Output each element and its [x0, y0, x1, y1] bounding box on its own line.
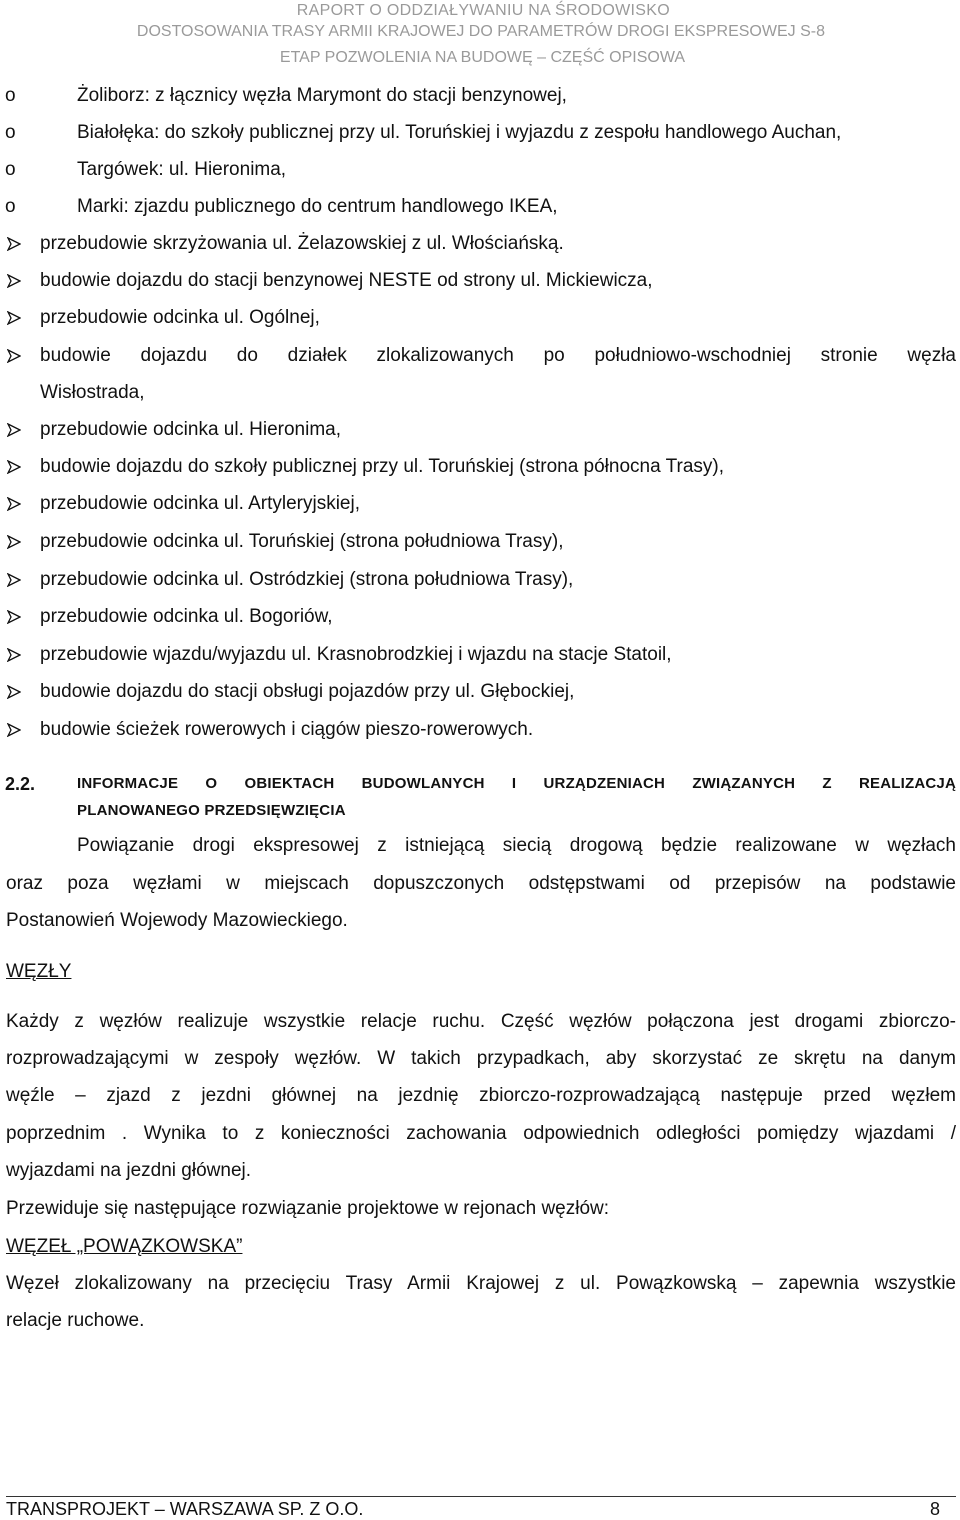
arrow-bullet-icon [7, 423, 21, 437]
header-report-title: RAPORT O ODDZIAŁYWANIU NA ŚRODOWISKO [296, 2, 670, 19]
arrow-list-text: budowie ścieżek rowerowych i ciągów pieszo-rowerowych. [40, 719, 534, 740]
paragraph-line: Postanowień Wojewody Mazowieckiego. [6, 910, 348, 931]
arrow-bullet-icon [7, 274, 21, 288]
paragraph-line: wyjazdami na jezdni głównej. [6, 1160, 252, 1181]
section-number: 2.2. [5, 774, 36, 794]
arrow-bullet-icon [7, 497, 21, 511]
wezly-heading: WĘZŁY [6, 961, 72, 982]
wezel-heading: WĘZEŁ „POWĄZKOWSKA” [6, 1236, 243, 1257]
arrow-bullet-icon [7, 648, 21, 662]
circle-bullet: o [5, 196, 16, 217]
arrow-bullet-icon [7, 237, 21, 251]
circle-bullet: o [5, 85, 16, 106]
sub-list-text: Targówek: ul. Hieronima, [77, 159, 287, 180]
paragraph-line: Węzeł zlokalizowany na przecięciu Trasy Armii Krajowej z ul. Powązkowską – zapewnia wszystkie [6, 1273, 956, 1294]
arrow-list-text: budowie dojazdu do szkoły publicznej przy ul. Toruńskiej (strona północna Trasy), [40, 456, 725, 477]
paragraph-line: Powiązanie drogi ekspresowej z istniejącą siecią drogową będzie realizowane w węzłach [77, 835, 956, 856]
paragraph-line: Każdy z węzłów realizuje wszystkie relacje ruchu. Część węzłów połączona jest drogami zbiorczo- [6, 1011, 956, 1032]
arrow-bullet-icon [7, 610, 21, 624]
arrow-list-text: budowie dojazdu do działek zlokalizowanych po południowo-wschodniej stronie węzła [40, 345, 956, 366]
arrow-list-text: przebudowie odcinka ul. Bogoriów, [40, 606, 333, 627]
paragraph-line: rozprowadzającymi w zespoły węzłów. W takich przypadkach, aby skorzystać ze skrętu na danym [6, 1048, 956, 1069]
sub-list-text: Białołęka: do szkoły publicznej przy ul. Toruńskiej i wyjazdu z zespołu handlowego Auchan, [77, 122, 842, 143]
paragraph-line: relacje ruchowe. [6, 1310, 145, 1331]
arrow-list-text: Wisłostrada, [40, 382, 145, 403]
arrow-list-text: przebudowie wjazdu/wyjazdu ul. Krasnobrodzkiej i wjazdu na stacje Statoil, [40, 644, 672, 665]
arrow-bullet-icon [7, 311, 21, 325]
arrow-bullet-icon [7, 573, 21, 587]
header-stage: ETAP POZWOLENIA NA BUDOWĘ – CZĘŚĆ OPISOWA [279, 49, 685, 66]
paragraph-line: Przewiduje się następujące rozwiązanie projektowe w rejonach węzłów: [6, 1198, 610, 1219]
circle-bullet: o [5, 122, 16, 143]
arrow-list-text: budowie dojazdu do stacji benzynowej NESTE od strony ul. Mickiewicza, [40, 270, 653, 291]
footer-company: TRANSPROJEKT – WARSZAWA SP. Z O.O. [6, 1499, 364, 1519]
arrow-bullet-icon [7, 535, 21, 549]
arrow-list-text: przebudowie odcinka ul. Ostródzkiej (strona południowa Trasy), [40, 569, 574, 590]
header-project-title: DOSTOSOWANIA TRASY ARMII KRAJOWEJ DO PARAMETRÓW DROGI EKSPRESOWEJ S-8 [136, 23, 825, 40]
footer-rule [6, 1496, 956, 1497]
section-title-line1: INFORMACJE O OBIEKTACH BUDOWLANYCH I URZĄDZENIACH ZWIĄZANYCH Z REALIZACJĄ [77, 775, 956, 792]
circle-bullet: o [5, 159, 16, 180]
arrow-list-text: budowie dojazdu do stacji obsługi pojazdów przy ul. Głębockiej, [40, 681, 575, 702]
arrow-bullet-icon [7, 349, 21, 363]
arrow-list-text: przebudowie odcinka ul. Ogólnej, [40, 307, 320, 328]
arrow-list-text: przebudowie odcinka ul. Hieronima, [40, 419, 341, 440]
page-number: 8 [929, 1499, 940, 1519]
arrow-list-text: przebudowie skrzyżowania ul. Żelazowskiej z ul. Włościańską. [40, 233, 564, 254]
paragraph-line: poprzednim . Wynika to z konieczności zachowania odpowiednich odległości pomiędzy wjazdami / [6, 1123, 956, 1144]
sub-list-text: Żoliborz: z łącznicy węzła Marymont do stacji benzynowej, [77, 85, 567, 106]
section-title-line2: PLANOWANEGO PRZEDSIĘWZIĘCIA [77, 802, 346, 819]
paragraph-line: oraz poza węzłami w miejscach dopuszczonych odstępstwami od przepisów na podstawie [6, 873, 956, 894]
arrow-list-text: przebudowie odcinka ul. Toruńskiej (strona południowa Trasy), [40, 531, 564, 552]
arrow-bullet-icon [7, 460, 21, 474]
arrow-bullet-icon [7, 685, 21, 699]
sub-list-text: Marki: zjazdu publicznego do centrum handlowego IKEA, [77, 196, 558, 217]
paragraph-line: węźle – zjazd z jezdni głównej na jezdnię zbiorczo-rozprowadzającą następuje przed węzłem [6, 1085, 956, 1106]
arrow-bullet-icon [7, 723, 21, 737]
arrow-list-text: przebudowie odcinka ul. Artyleryjskiej, [40, 493, 360, 514]
